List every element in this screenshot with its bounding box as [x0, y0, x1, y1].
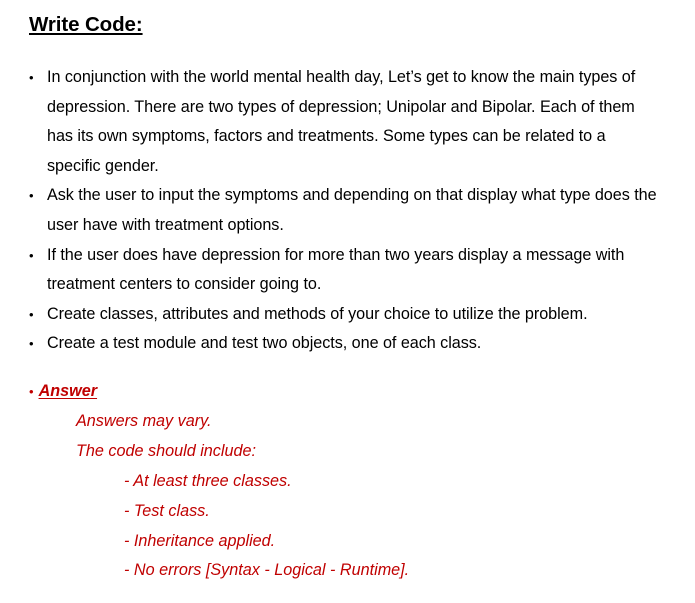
answer-requirement-item: - Test class.	[124, 502, 210, 520]
answer-requirement-item: - At least three classes.	[124, 472, 292, 490]
requirements-list	[0, 63, 695, 359]
list-item	[0, 63, 659, 181]
list-item-text: Create classes, attributes and methods of your choice to utilize the problem.	[47, 304, 588, 323]
list-item	[0, 329, 659, 359]
list-item	[0, 300, 659, 330]
list-item	[0, 181, 659, 240]
bullet-icon: •	[29, 336, 34, 352]
answer-title	[29, 377, 97, 406]
answer-line: The code should include:	[76, 442, 256, 460]
list-item	[0, 241, 659, 300]
list-item-text: In conjunction with the world mental health day, Let’s get to know the main types of depression. There are two types of depression; Unipolar and Bipolar. Each of them has its own symptoms, factors and treatments. Some types can be related to a specific gender.	[47, 68, 636, 175]
list-item-text: Ask the user to input the symptoms and depending on that display what type does the user have with treatment options.	[47, 186, 657, 234]
answer-line: Answers may vary.	[76, 412, 212, 430]
answer-requirement-item: - Inheritance applied.	[124, 532, 276, 550]
bullet-icon: •	[29, 70, 34, 85]
list-item-text: Create a test module and test two objects, one of each class.	[47, 334, 482, 353]
section-heading: Write Code:	[29, 13, 143, 36]
bullet-icon: •	[29, 384, 34, 399]
answer-requirement-item: - No errors [Syntax - Logical - Runtime].	[124, 561, 410, 579]
list-item-text: If the user does have depression for more than two years display a message with treatment centers to consider going to.	[47, 245, 625, 294]
bullet-icon: •	[29, 247, 34, 263]
answer-title-text: Answer	[38, 382, 98, 400]
bullet-icon: •	[29, 306, 34, 322]
bullet-icon: •	[29, 188, 34, 204]
